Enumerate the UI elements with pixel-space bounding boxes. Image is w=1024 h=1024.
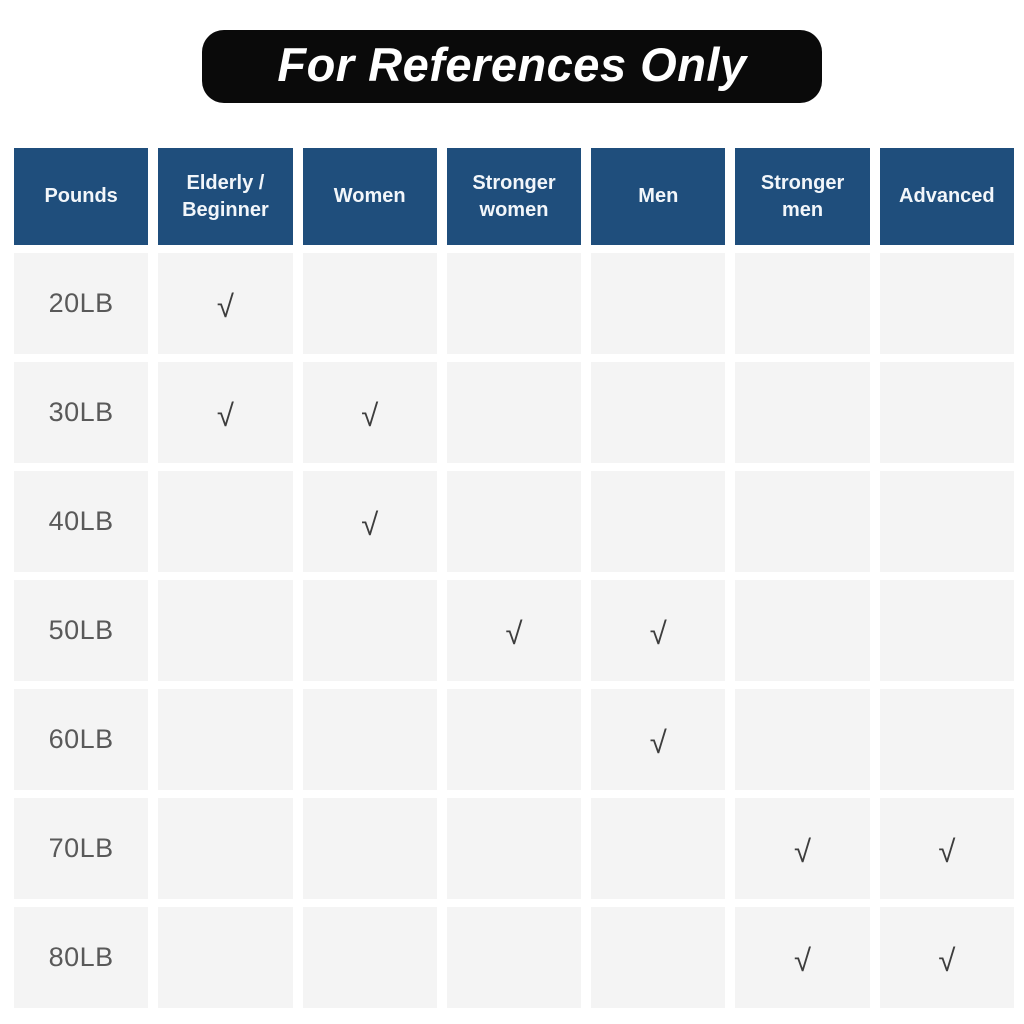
- cell-80lb-stronger-women: [447, 907, 581, 1008]
- cell-70lb-advanced: [880, 798, 1014, 899]
- column-header-men: Men: [591, 148, 725, 245]
- row-label-40lb: 40LB: [14, 471, 148, 572]
- cell-60lb-advanced: [880, 689, 1014, 790]
- row-label-60lb: 60LB: [14, 689, 148, 790]
- cell-50lb-stronger-women: [447, 580, 581, 681]
- column-header-stronger-men: Stronger men: [735, 148, 869, 245]
- column-header-advanced: Advanced: [880, 148, 1014, 245]
- cell-60lb-women: [303, 689, 437, 790]
- cell-50lb-women: [303, 580, 437, 681]
- check-icon: √: [649, 724, 667, 760]
- cell-50lb-men: [591, 580, 725, 681]
- row-label-30lb: 30LB: [14, 362, 148, 463]
- reference-banner: [202, 30, 822, 103]
- cell-60lb-men: [591, 689, 725, 790]
- cell-20lb-advanced: [880, 253, 1014, 354]
- check-icon: √: [794, 942, 812, 978]
- cell-40lb-advanced: [880, 471, 1014, 572]
- cell-70lb-women: [303, 798, 437, 899]
- check-icon: √: [938, 942, 956, 978]
- cell-50lb-elderly-beginner: [158, 580, 292, 681]
- cell-30lb-stronger-men: [735, 362, 869, 463]
- cell-20lb-elderly-beginner: [158, 253, 292, 354]
- column-header-stronger-women: Stronger women: [447, 148, 581, 245]
- row-label-80lb: 80LB: [14, 907, 148, 1008]
- row-label-50lb: 50LB: [14, 580, 148, 681]
- cell-30lb-elderly-beginner: [158, 362, 292, 463]
- check-icon: √: [794, 833, 812, 869]
- cell-30lb-men: [591, 362, 725, 463]
- column-header-pounds: Pounds: [14, 148, 148, 245]
- column-header-women: Women: [303, 148, 437, 245]
- cell-40lb-women: [303, 471, 437, 572]
- cell-40lb-stronger-men: [735, 471, 869, 572]
- cell-30lb-women: [303, 362, 437, 463]
- cell-30lb-advanced: [880, 362, 1014, 463]
- cell-80lb-stronger-men: [735, 907, 869, 1008]
- cell-50lb-stronger-men: [735, 580, 869, 681]
- cell-80lb-women: [303, 907, 437, 1008]
- check-icon: √: [505, 615, 523, 651]
- check-icon: √: [216, 397, 234, 433]
- cell-80lb-advanced: [880, 907, 1014, 1008]
- row-label-70lb: 70LB: [14, 798, 148, 899]
- row-label-20lb: 20LB: [14, 253, 148, 354]
- cell-70lb-stronger-women: [447, 798, 581, 899]
- cell-60lb-stronger-women: [447, 689, 581, 790]
- cell-40lb-stronger-women: [447, 471, 581, 572]
- cell-80lb-elderly-beginner: [158, 907, 292, 1008]
- cell-60lb-stronger-men: [735, 689, 869, 790]
- column-header-elderly-beginner: Elderly / Beginner: [158, 148, 292, 245]
- cell-20lb-women: [303, 253, 437, 354]
- cell-20lb-stronger-men: [735, 253, 869, 354]
- cell-70lb-men: [591, 798, 725, 899]
- cell-40lb-men: [591, 471, 725, 572]
- cell-50lb-advanced: [880, 580, 1014, 681]
- check-icon: √: [361, 506, 379, 542]
- check-icon: √: [649, 615, 667, 651]
- cell-40lb-elderly-beginner: [158, 471, 292, 572]
- cell-80lb-men: [591, 907, 725, 1008]
- check-icon: √: [938, 833, 956, 869]
- check-icon: √: [216, 288, 234, 324]
- cell-70lb-elderly-beginner: [158, 798, 292, 899]
- banner-title: For References Only: [277, 38, 747, 91]
- cell-20lb-men: [591, 253, 725, 354]
- weight-reference-table: [14, 148, 1014, 1008]
- cell-20lb-stronger-women: [447, 253, 581, 354]
- check-icon: √: [361, 397, 379, 433]
- cell-70lb-stronger-men: [735, 798, 869, 899]
- cell-30lb-stronger-women: [447, 362, 581, 463]
- cell-60lb-elderly-beginner: [158, 689, 292, 790]
